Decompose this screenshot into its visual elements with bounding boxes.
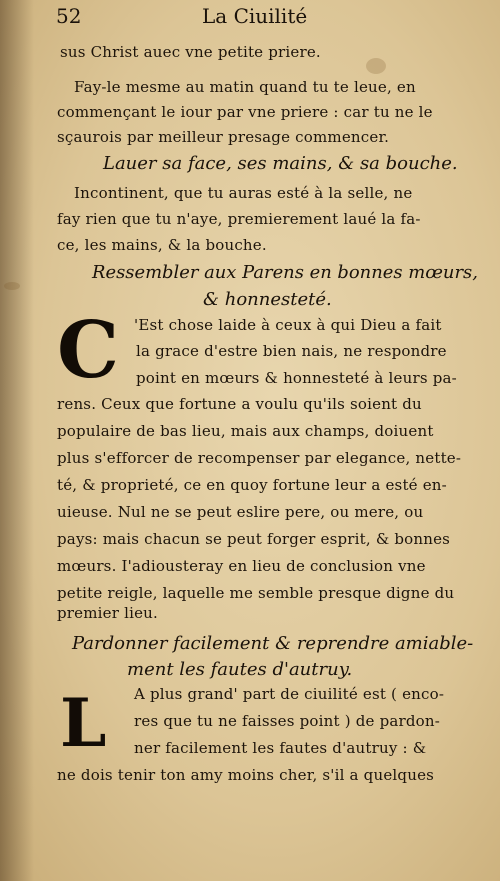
running-title: La Ciuilité [202, 4, 308, 28]
text-line: petite reigle, laquelle me semble presque digne du [57, 584, 455, 602]
text-line: 'Est chose laide à ceux à qui Dieu a fait [134, 316, 442, 334]
paper-stain [4, 282, 20, 290]
page-number: 52 [56, 4, 82, 28]
text-line: Fay-le mesme au matin quand tu te leue, en [74, 78, 416, 96]
section-heading: ment les fautes d'autruy. [127, 659, 353, 680]
text-line: mœurs. I'adiousteray en lieu de conclusion vne [57, 557, 426, 575]
text-line: premier lieu. [57, 604, 158, 622]
text-line: ner facilement les fautes d'autruy : & [134, 739, 427, 757]
text-line: point en mœurs & honnesteté à leurs pa- [136, 369, 457, 387]
section-heading: & honnesteté. [203, 289, 332, 310]
text-line: populaire de bas lieu, mais aux champs, doiuent [57, 422, 434, 440]
text-line: res que tu ne faisses point ) de pardon- [134, 712, 441, 730]
text-line: commençant le iour par vne priere : car tu ne le [57, 103, 433, 121]
text-line: uieuse. Nul ne se peut eslire pere, ou mere, ou [57, 503, 424, 521]
binding-shadow [0, 0, 34, 881]
section-heading: Pardonner facilement & reprendre amiable- [72, 633, 474, 654]
drop-cap-letter: C [57, 305, 120, 396]
section-heading: Lauer sa face, ses mains, & sa bouche. [103, 153, 458, 174]
text-line: pays: mais chacun se peut forger esprit, & bonnes [57, 530, 451, 548]
text-line: fay rien que tu n'aye, premierement laué la fa- [57, 210, 421, 228]
paper-stain [366, 58, 386, 74]
text-line: ne dois tenir ton amy moins cher, s'il a quelques [57, 766, 435, 784]
page-header [56, 4, 476, 28]
section-heading: Ressembler aux Parens en bonnes mœurs, [92, 262, 478, 283]
text-line: sçaurois par meilleur presage commencer. [57, 128, 390, 146]
drop-cap-letter: L [60, 684, 107, 762]
text-line: Incontinent, que tu auras esté à la selle, ne [74, 184, 413, 202]
text-line: ce, les mains, & la bouche. [57, 236, 267, 254]
text-line: A plus grand' part de ciuilité est ( enco- [134, 685, 445, 703]
text-line: rens. Ceux que fortune a voulu qu'ils soient du [57, 395, 422, 413]
text-line: la grace d'estre bien nais, ne respondre [136, 342, 447, 360]
text-line: sus Christ auec vne petite priere. [60, 43, 321, 61]
text-line: plus s'efforcer de recompenser par elegance, nette- [57, 449, 462, 467]
text-line: té, & proprieté, ce en quoy fortune leur a esté en- [57, 476, 447, 494]
